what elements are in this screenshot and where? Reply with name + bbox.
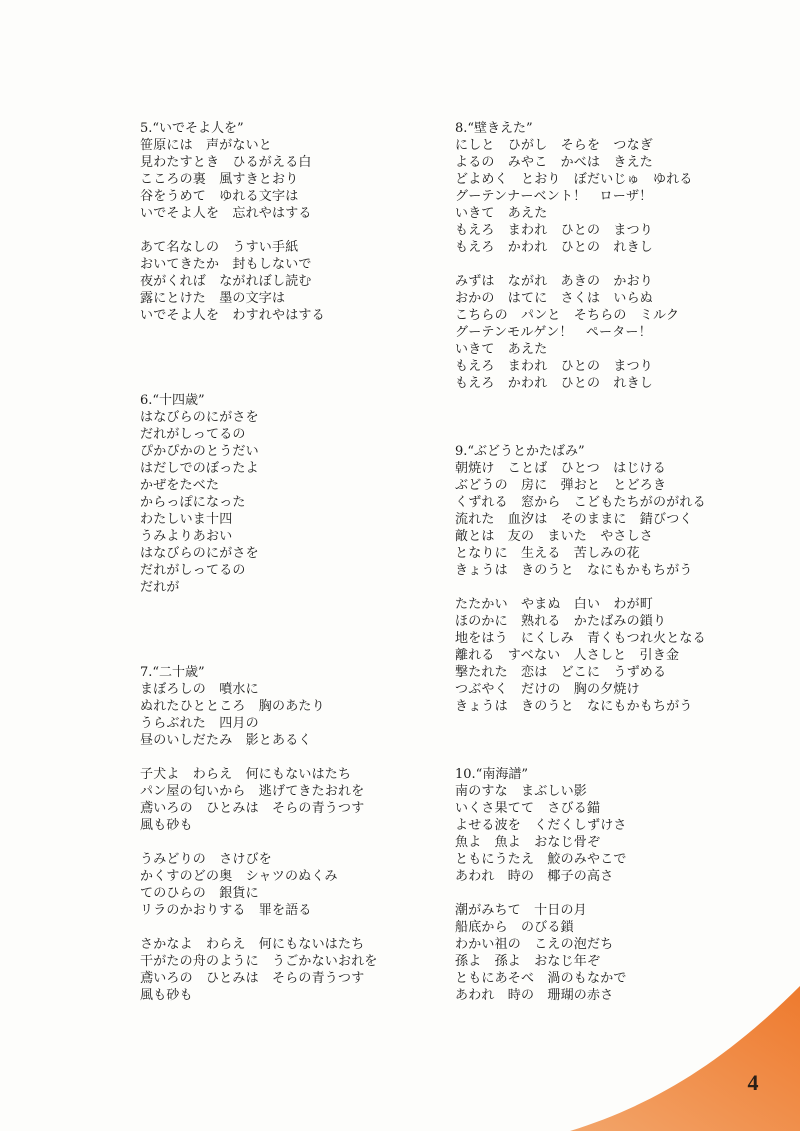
stanza: [455, 273, 765, 392]
lyric-line: はなびらのにがさを: [140, 410, 259, 425]
lyric-line: あわれ 時の 珊瑚の赤さ: [455, 988, 614, 1003]
lyric-line: あわれ 時の 椰子の高さ: [455, 869, 614, 884]
stanza-gap: [140, 749, 450, 766]
stanza-gap: [140, 919, 450, 936]
lyric-line: あて名なしの うすい手紙: [140, 240, 299, 255]
song: [455, 766, 765, 1004]
lyric-line: いきて あえた: [455, 342, 548, 357]
lyric-line: 昼のいしだたみ 影とあるく: [140, 733, 312, 748]
stanza: [455, 902, 765, 1004]
lyric-line: からっぽになった: [140, 495, 246, 510]
lyric-line: 鳶いろの ひとみは そらの青うつす: [140, 801, 365, 816]
lyric-line: よるの みやこ かべは きえた: [455, 155, 654, 170]
lyric-line: ともにあそべ 渦のもなかで: [455, 971, 627, 986]
song: [140, 664, 450, 1004]
lyric-line: うみよりあおい: [140, 529, 233, 544]
lyric-line: 地をはう にくしみ 青くもつれ火となる: [455, 631, 706, 646]
song: [140, 120, 450, 324]
stanza: [140, 409, 450, 596]
lyric-line: まぼろしの 噴水に: [140, 682, 259, 697]
lyric-line: いでそよ人を わすれやはする: [140, 308, 325, 323]
stanza-gap: [140, 222, 450, 239]
lyric-line: 敵とは 友の まいた やさしさ: [455, 529, 654, 544]
lyric-line: 魚よ 魚よ おなじ骨ぞ: [455, 835, 601, 850]
lyric-line: いくさ果てて さびる錨: [455, 801, 601, 816]
left-column: [140, 120, 450, 1004]
lyric-line: わたしいま十四: [140, 512, 233, 527]
lyric-line: 谷をうめて ゆれる文字は: [140, 189, 299, 204]
page-number: 4: [747, 1070, 759, 1095]
stanza: [140, 766, 450, 834]
lyric-line: 夜がくれば ながれぼし読む: [140, 274, 312, 289]
lyric-line: もえろ かわれ ひとの れきし: [455, 240, 654, 255]
lyric-line: となりに 生える 苦しみの花: [455, 546, 640, 561]
stanza: [455, 137, 765, 256]
song: [455, 120, 765, 392]
lyric-line: 潮がみちて 十日の月: [455, 903, 587, 918]
lyric-line: ぬれたひとところ 胸のあたり: [140, 699, 325, 714]
lyric-line: こころの裏 風すきとおり: [140, 172, 299, 187]
lyric-line: おいてきたか 封もしないで: [140, 257, 312, 272]
lyric-line: わかい祖の こえの泡だち: [455, 937, 614, 952]
lyric-line: 干がたの舟のように うごかないおれを: [140, 954, 378, 969]
stanza: [455, 783, 765, 885]
song: [455, 443, 765, 715]
song-title: 7.“二十歳”: [140, 665, 205, 680]
lyric-line: 鳶いろの ひとみは そらの青うつす: [140, 971, 365, 986]
lyric-line: はなびらのにがさを: [140, 546, 259, 561]
lyric-line: はだしでのぼったよ: [140, 461, 259, 476]
lyric-line: きょうは きのうと なにもかもちがう: [455, 563, 693, 578]
lyric-line: 流れた 血汐は そのままに 錆びつく: [455, 512, 693, 527]
stanza: [140, 239, 450, 324]
lyric-line: どよめく とおり ぼだいじゅ ゆれる: [455, 172, 693, 187]
lyric-line: つぶやく だけの 胸の夕焼け: [455, 682, 640, 697]
lyric-line: にしと ひがし そらを つなぎ: [455, 138, 654, 153]
lyric-line: もえろ まわれ ひとの まつり: [455, 359, 654, 374]
lyric-line: てのひらの 銀貨に: [140, 886, 259, 901]
stanza: [140, 936, 450, 1004]
lyric-line: だれがしってるの: [140, 563, 246, 578]
stanza: [140, 681, 450, 749]
lyric-line: 笹原には 声がないと: [140, 138, 273, 153]
lyric-line: 離れる すべない 人さしと 引き金: [455, 648, 680, 663]
lyric-line: パン屋の匂いから 逃げてきたおれを: [140, 784, 365, 799]
lyric-line: リラのかおりする 罪を語る: [140, 903, 312, 918]
stanza: [455, 596, 765, 715]
lyric-line: こちらの パンと そちらの ミルク: [455, 308, 680, 323]
lyric-line: ぴかぴかのとうだい: [140, 444, 259, 459]
stanza-gap: [455, 256, 765, 273]
orange-corner-decoration: [570, 986, 800, 1131]
lyric-line: 朝焼け ことば ひとつ はじける: [455, 461, 666, 476]
lyric-line: だれが: [140, 580, 180, 595]
lyric-line: ほのかに 熟れる かたばみの鎖り: [455, 614, 667, 629]
song: [140, 392, 450, 596]
stanza: [455, 460, 765, 579]
lyric-line: さかなよ わらえ 何にもないはたち: [140, 937, 365, 952]
lyric-line: みずは ながれ あきの かおり: [455, 274, 654, 289]
lyric-line: 撃たれた 恋は どこに うずめる: [455, 665, 667, 680]
stanza: [140, 851, 450, 919]
lyric-line: 孫よ 孫よ おなじ年ぞ: [455, 954, 601, 969]
stanza-gap: [455, 885, 765, 902]
stanza-gap: [455, 579, 765, 596]
lyric-line: いきて あえた: [455, 206, 548, 221]
lyric-line: くずれる 窓から こどもたちがのがれる: [455, 495, 706, 510]
lyric-line: いでそよ人を 忘れやはする: [140, 206, 312, 221]
lyric-line: うらぶれた 四月の: [140, 716, 259, 731]
right-column: [455, 120, 765, 1004]
lyric-line: 船底から のびる鎖: [455, 920, 574, 935]
lyric-line: かぜをたべた: [140, 478, 220, 493]
lyric-line: グーテンモルゲン！ ペーター！: [455, 325, 652, 340]
stanza: [140, 137, 450, 222]
song-title: 5.“いでそよ人を”: [140, 121, 244, 136]
lyric-line: 子犬よ わらえ 何にもないはたち: [140, 767, 352, 782]
lyric-line: 風も砂も: [140, 988, 193, 1003]
song-title: 6.“十四歳”: [140, 393, 205, 408]
lyric-line: 見わたすとき ひるがえる白: [140, 155, 312, 170]
lyric-line: もえろ まわれ ひとの まつり: [455, 223, 654, 238]
lyric-line: かくすのどの奥 シャツのぬくみ: [140, 869, 338, 884]
lyric-line: 露にとけた 墨の文字は: [140, 291, 286, 306]
lyric-line: うみどりの さけびを: [140, 852, 273, 867]
lyric-line: きょうは きのうと なにもかもちがう: [455, 699, 693, 714]
song-title: 10.“南海譜”: [455, 767, 528, 782]
lyric-line: たたかい やまぬ 白い わが町: [455, 597, 654, 612]
lyric-line: よせる波を くだくしずけさ: [455, 818, 627, 833]
lyric-line: グーテンナーベント！ ローザ！: [455, 189, 653, 204]
lyric-line: ぶどうの 房に 弾おと とどろき: [455, 478, 667, 493]
song-title: 8.“壁きえた”: [455, 121, 533, 136]
lyric-line: もえろ かわれ ひとの れきし: [455, 376, 654, 391]
lyric-line: ともにうたえ 鮫のみやこで: [455, 852, 627, 867]
song-title: 9.“ぶどうとかたばみ”: [455, 444, 585, 459]
lyric-line: 南のすな まぶしい影: [455, 784, 588, 799]
lyric-line: 風も砂も: [140, 818, 193, 833]
lyric-line: だれがしってるの: [140, 427, 246, 442]
stanza-gap: [140, 834, 450, 851]
lyric-line: おかの はてに さくは いらぬ: [455, 291, 654, 306]
